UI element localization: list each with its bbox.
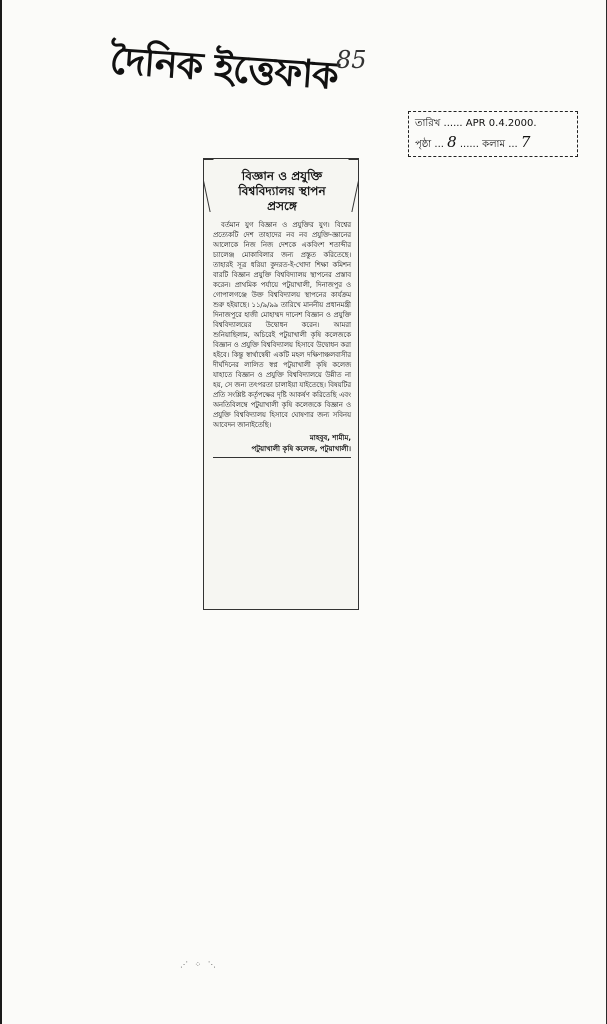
archive-stamp <box>408 111 578 157</box>
newspaper-clipping <box>203 158 359 610</box>
article-headline: বিজ্ঞান ও প্রযুক্তি বিশ্ববিদ্যালয় স্থাপন প্রসঙ্গে <box>238 169 326 213</box>
newspaper-masthead: দৈনিক ইত্তেফাক <box>108 38 340 98</box>
stamp-page-column-row: পৃষ্ঠা ... 8 ...... কলাম ... 7 <box>415 133 531 151</box>
handwritten-page-number: 85 <box>336 46 367 74</box>
stamp-date-label: তারিখ <box>415 118 441 129</box>
stamp-date-value: APR 0.4.2000. <box>465 118 537 129</box>
stamp-page-label: পৃষ্ঠা <box>415 139 432 150</box>
stamp-column-value: 7 <box>520 133 531 151</box>
article-signature <box>213 433 351 455</box>
stamp-date-row: তারিখ ...... APR 0.4.2000. <box>415 118 537 129</box>
stamp-page-value: 8 <box>447 133 457 151</box>
signature-name: মাহবুব, শামীম, <box>309 434 351 442</box>
article-body-text: বর্তমান যুগ বিজ্ঞান ও প্রযুক্তির যুগ। বিশ্বের প্রত্যেকটি দেশ তাহাদের নব নব প্রযুক্তি-জ্ঞানের আলোকে নিজ নিজ দেশকে একবিংশ শতাব্দীর চ্যালেঞ্জ মোকাবিলার জন্য প্রস্তুত করিতেছে। তাহারই সূত্র ধরিয়া কুদরত-ই-খোদা শিক্ষা কমিশন বারটি বিজ্ঞান প্রযুক্তি বিশ্ববিদ্যালয় স্থাপনের প্রস্তাব করেন। প্রাথমিক পর্যায়ে পটুয়াখালী, দিনাজপুর ও গোপালগঞ্জে উক্ত বিশ্ববিদ্যালয় স্থাপনের কার্যক্রম শুরু হইয়াছে। ১১/৯/৯৯ তারিখে মাননীয় প্রধানমন্ত্রী দিনাজপুরে হাজী মোহাম্মদ দানেশ বিজ্ঞান ও প্রযুক্তি বিশ্ববিদ্যালয়ের উদ্বোধন করেন। আমরা শুনিয়াছিলাম, অচিরেই পটুয়াখালী কৃষি কলেজকে বিজ্ঞান ও প্রযুক্তি বিশ্ববিদ্যালয় হিসাবে উদ্বোধন করা হইবে। কিন্তু স্বার্থান্বেষী একটি মহল দক্ষিণাঞ্চলবাসীর দীর্ঘদিনের লালিত স্বপ্ন পটুয়াখালী কৃষি কলেজ যাহাতে বিজ্ঞান ও প্রযুক্তি বিশ্ববিদ্যালয়ে উন্নীত না হয়, সে জন্য তৎপরতা চালাইয়া যাইতেছে। বিষয়টির প্রতি সংশ্লিষ্ট কর্তৃপক্ষের দৃষ্টি আকর্ষণ করিতেছি এবং অনতিবিলম্বে পটুয়াখালী কৃষি কলেজকে বিজ্ঞান ও প্রযুক্তি বিশ্ববিদ্যালয় হিসাবে ঘোষণার জন্য সবিনয় আবেদন জানাইতেছি। <box>213 221 351 429</box>
scan-noise: ⋰ ⁘ ⋱ <box>180 960 218 969</box>
signature-place: পটুয়াখালী কৃষি কলেজ, পটুয়াখালী। <box>251 445 351 453</box>
clipping-bottom-rule <box>213 457 351 458</box>
article-body <box>213 220 351 430</box>
stamp-column-label: কলাম <box>482 139 506 150</box>
